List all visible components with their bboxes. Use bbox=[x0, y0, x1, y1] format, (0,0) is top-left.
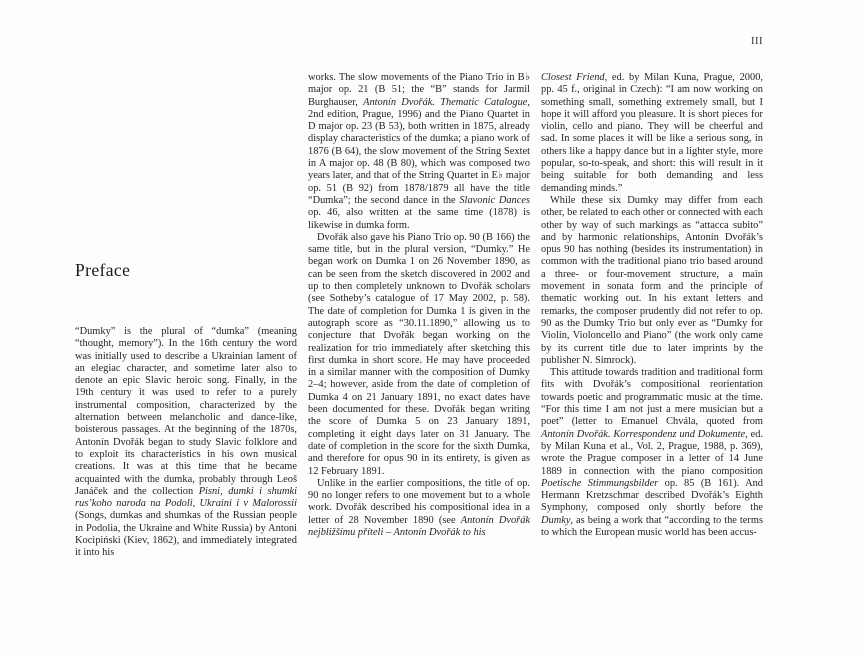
text-run: This attitude towards tradition and traditional form fits with Dvořák’s compositional reorientation towards poetic and programmatic music at the time. “For this time I am not just a mere musician but a poet” (letter to Emanuel Chvála, quoted from bbox=[541, 367, 763, 428]
text-run: , 2nd edition, Prague, 1996) and the Piano Quartet in D major op. 23 (B 53), both written in 1875, already display characteristics of the dumka; a piano work of 1876 (B 64), the slow movement of the String Sextet in A major op. 48 (B 80), which was composed two years later, and that of the String Quartet in E♭ major op. 51 (B 92) from 1878/1879 all have the title “Dumka”; the second dance in the bbox=[308, 96, 530, 206]
page-number: III bbox=[751, 36, 763, 47]
paragraph bbox=[541, 195, 763, 367]
text-run: (Songs, dumkas and shumkas of the Russian people in Podolia, the Ukraine and White Russia) by Antoni Kocipiński (Kiev, 1862), and immediately integrated it into his bbox=[75, 510, 297, 559]
italic-text-run: Pisni, dumki i shumki rus’koho naroda na Podoli, Ukraini i v Malorossii bbox=[75, 485, 297, 510]
text-run: op. 46, also written at the same time (1878) is likewise in dumka form. bbox=[308, 207, 530, 231]
page-title: Preface bbox=[75, 260, 131, 280]
italic-text-run: Slavonic Dances bbox=[459, 194, 530, 206]
text-run: op. 85 (B 161). And Hermann Kretzschmar described Dvořák’s Eighth Symphony, composed only shortly before the bbox=[541, 477, 763, 514]
italic-text-run: Poetische Stimmungsbilder bbox=[541, 477, 659, 489]
italic-text-run: Dumky bbox=[541, 514, 571, 526]
text-run: , ed. by Milan Kuna, Prague, 2000, pp. 45 f., original in Czech): “I am now working on something small, something extremely small, but I hope it will afford you pleasure. It is short pieces for violin, cello and piano. They will be cheerful and sad. In some places it will be like a serious song, in others like a happy dance but in a lighter style, more popular, so-to-speak, and short: this will result in it being suitable for both demanding and less demanding minds.” bbox=[541, 72, 763, 194]
text-column-middle bbox=[308, 72, 530, 539]
italic-text-run: Antonín Dvořák. Korrespondenz und Dokumente bbox=[541, 428, 746, 440]
text-run: works. The slow movements of the Piano Trio in B♭ major op. 21 (B 51; the “B” stands for Jarmil Burghauser, bbox=[308, 72, 530, 108]
italic-text-run: Closest Friend bbox=[541, 72, 605, 83]
text-run: While these six Dumky may differ from each other, be related to each other or connected with each other by way of such markings as “attacca subito” and by harmonic relationships, Antonín Dvořák’s opus 90 has nothing (besides its instrumentation) in common with the traditional piano trio based around a three- or four-movement structure, a main movement in sonata form and the principle of thematic working out. In his extant letters and remarks, the composer prudently did not refer to op. 90 as the Dumky Trio but only ever as “Dumky for Violin, Violoncello and Piano” (the work only came by its current title due to later imprints by the publisher N. Simrock). bbox=[541, 194, 763, 366]
text-run: Unlike in the earlier compositions, the title of op. 90 no longer refers to one movement but to a whole work. Dvořák described his compositional idea in a letter of 28 November 1890 (see bbox=[308, 477, 530, 526]
italic-text-run: Antonín Dvořák. Thematic Catalogue bbox=[363, 96, 528, 108]
paragraph bbox=[541, 72, 763, 195]
paragraph bbox=[308, 232, 530, 478]
paragraph bbox=[308, 72, 530, 232]
paragraph bbox=[541, 367, 763, 539]
text-column-right bbox=[541, 72, 763, 539]
paragraph bbox=[308, 478, 530, 539]
paragraph bbox=[75, 326, 297, 560]
text-run: Dvořák also gave his Piano Trio op. 90 (B 166) the same title, but in the plural version, “Dumky.” He began work on Dumka 1 on 26 November 1890, as can be seen from the sketch discovered in 2002 and up to then completely unknown to Dvořák scholars (see Sotheby’s catalogue of 17 May 2002, p. 58). The date of completion for Dumka 1 is given in the autograph score as “30.11.1890,” allowing us to conjecture that Dvořák began working on the realization for trio immediately after sketching this first dumka in short score. He may have proceeded in a similar manner with the composition of Dumky 2–4; however, aside from the date of completion of Dumka 4 on 21 January 1891, no exact dates have been documented for these. Dvořák began writing the score of Dumka 5 on 23 January 1891, completing it eight days later on 31 January. The date of completion in the score for the sixth Dumka, and therefore for opus 90 in its entirety, is given as 12 February 1891. bbox=[308, 231, 530, 477]
text-run: “Dumky” is the plural of “dumka” (meaning “thought, memory”). In the 16th century the word was initially used to describe a Ukrainian lament of an elegiac character, and sometime later also to denote an epic Slavic heroic song. Finally, in the 19th century it was used to refer to a purely instrumental composition, characterized by the alternation between melancholic and dance-like, boisterous passages. At the beginning of the 1870s, Antonín Dvořák began to study Slavic folklore and to exploit its characteristics in his own musical creations. It was at this time that he became acquainted with the dumka, probably through Leoš Janáček and the collection bbox=[75, 326, 297, 497]
text-run: , as being a work that “according to the terms to which the European music world has been accus- bbox=[541, 514, 763, 538]
italic-text-run: Antonín Dvořák nejbližšímu příteli – Antonín Dvořák to his bbox=[308, 514, 530, 538]
text-column-left bbox=[75, 326, 297, 560]
text-run: , ed. by Milan Kuna et al., Vol. 2, Prague, 1988, p. 369), wrote the Prague composer in a letter of 14 June 1889 in connection with the piano composition bbox=[541, 428, 763, 477]
